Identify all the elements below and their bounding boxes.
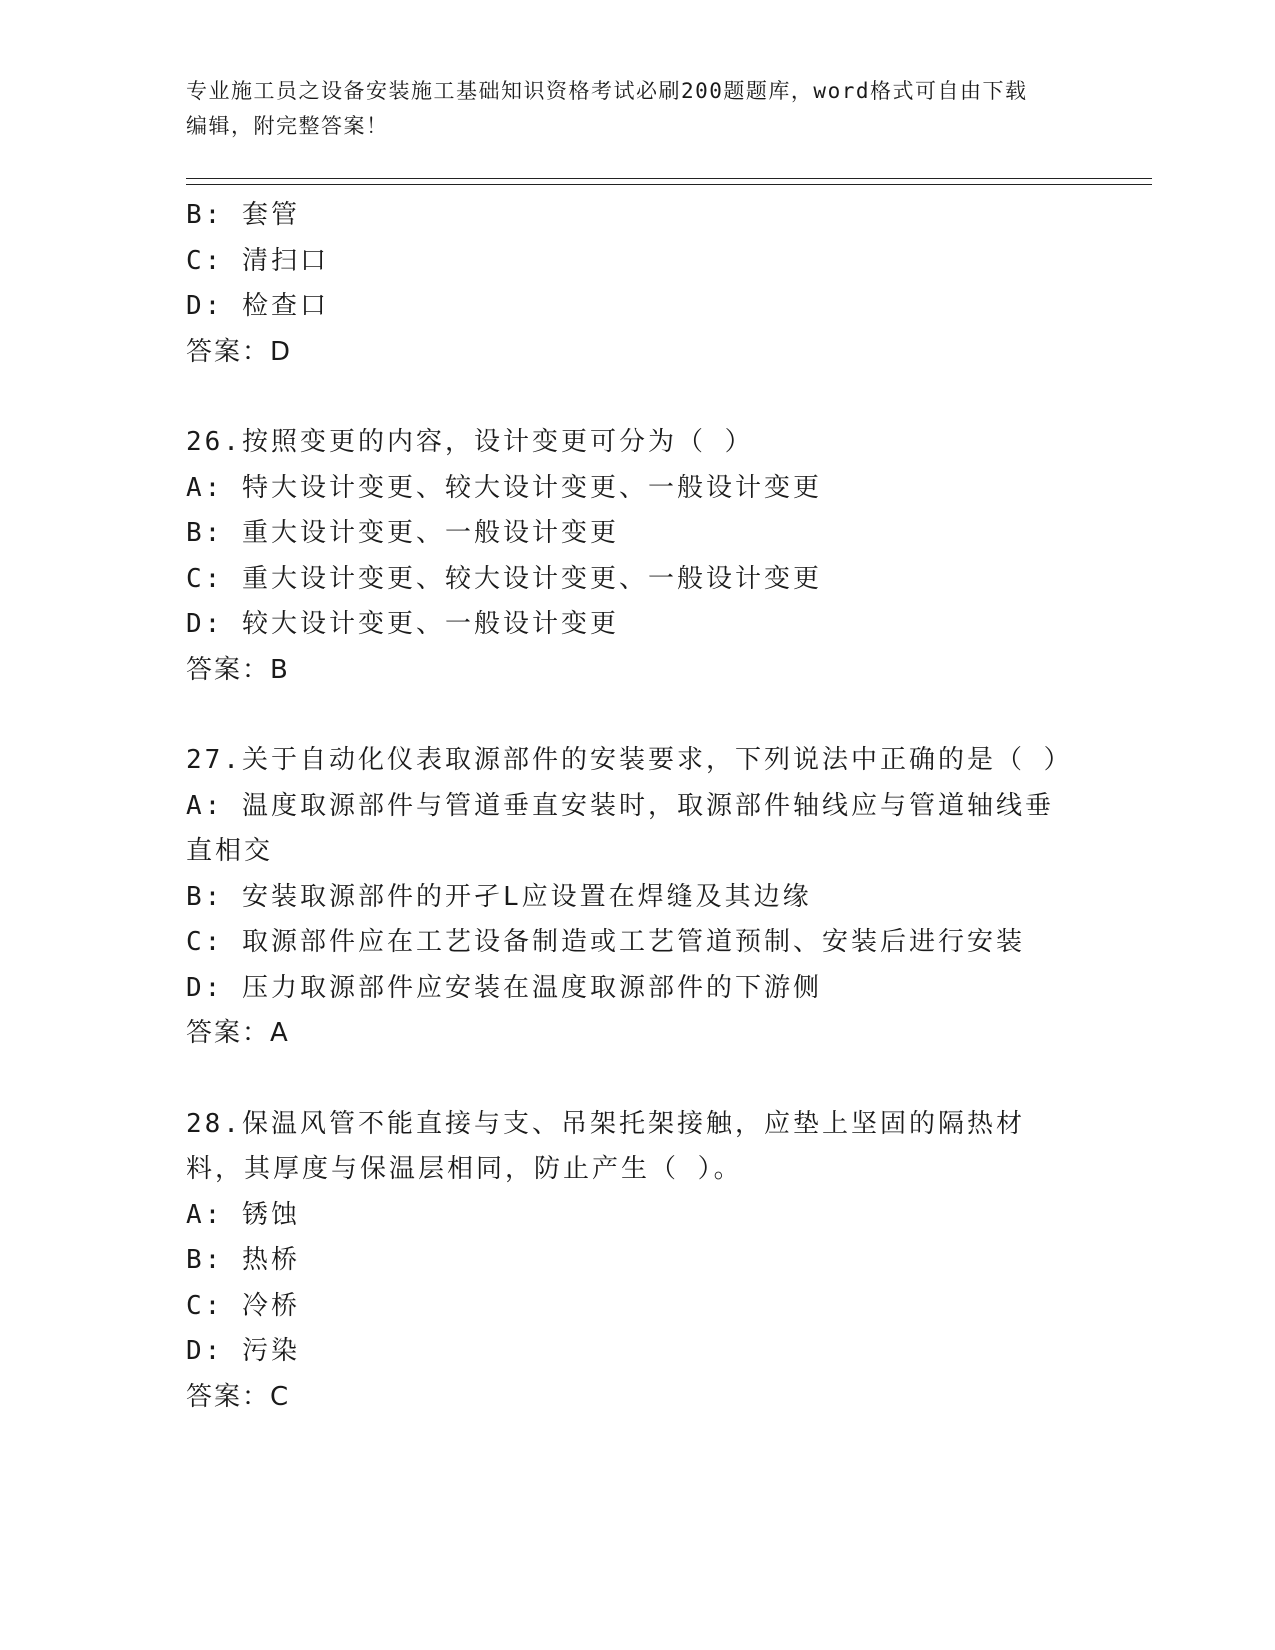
- option-a: A: 特大设计变更、较大设计变更、一般设计变更: [186, 472, 822, 503]
- question-stem: 27.关于自动化仪表取源部件的安装要求，下列说法中正确的是（ ）: [186, 745, 1073, 775]
- option-c: C: 取源部件应在工艺设备制造或工艺管道预制、安装后进行安装: [186, 927, 1025, 957]
- header-divider: [186, 178, 1152, 185]
- answer: 答案：D: [186, 336, 293, 367]
- option-b: B: 安装取源部件的开孑L应设置在焊缝及其边缘: [186, 881, 812, 912]
- answer: 答案：A: [186, 1018, 290, 1048]
- option-c: C: 清扫口: [186, 245, 329, 276]
- question-stem: 28.保温风管不能直接与支、吊架托架接触，应垫上坚固的隔热材料，其厚度与保温层相同，防止产生（ ）。: [186, 1108, 1025, 1184]
- option-c: C: 重大设计变更、较大设计变更、一般设计变更: [186, 563, 822, 594]
- question-list: [186, 193, 1146, 1420]
- option-d: D: 压力取源部件应安装在温度取源部件的下游侧: [186, 972, 822, 1003]
- document-header: 专业施工员之设备安装施工基础知识资格考试必刷200题题库，word格式可自由下载编辑，附完整答案！: [186, 79, 1028, 138]
- question-stem: 26.按照变更的内容，设计变更可分为（ ）: [186, 427, 754, 457]
- option-d: D: 较大设计变更、一般设计变更: [186, 609, 619, 639]
- option-d: D: 检查口: [186, 291, 329, 321]
- option-b: B: 重大设计变更、一般设计变更: [186, 518, 619, 548]
- answer: 答案：B: [186, 654, 290, 685]
- option-d: D: 污染: [186, 1336, 300, 1366]
- document-page: [186, 74, 1146, 1420]
- option-c: C: 冷桥: [186, 1290, 300, 1321]
- option-b: B: 热桥: [186, 1245, 300, 1275]
- option-b: B: 套管: [186, 200, 300, 230]
- answer: 答案：C: [186, 1381, 291, 1412]
- option-a: A: 锈蚀: [186, 1199, 300, 1230]
- option-a: A: 温度取源部件与管道垂直安装时，取源部件轴线应与管道轴线垂直相交: [186, 790, 1054, 866]
